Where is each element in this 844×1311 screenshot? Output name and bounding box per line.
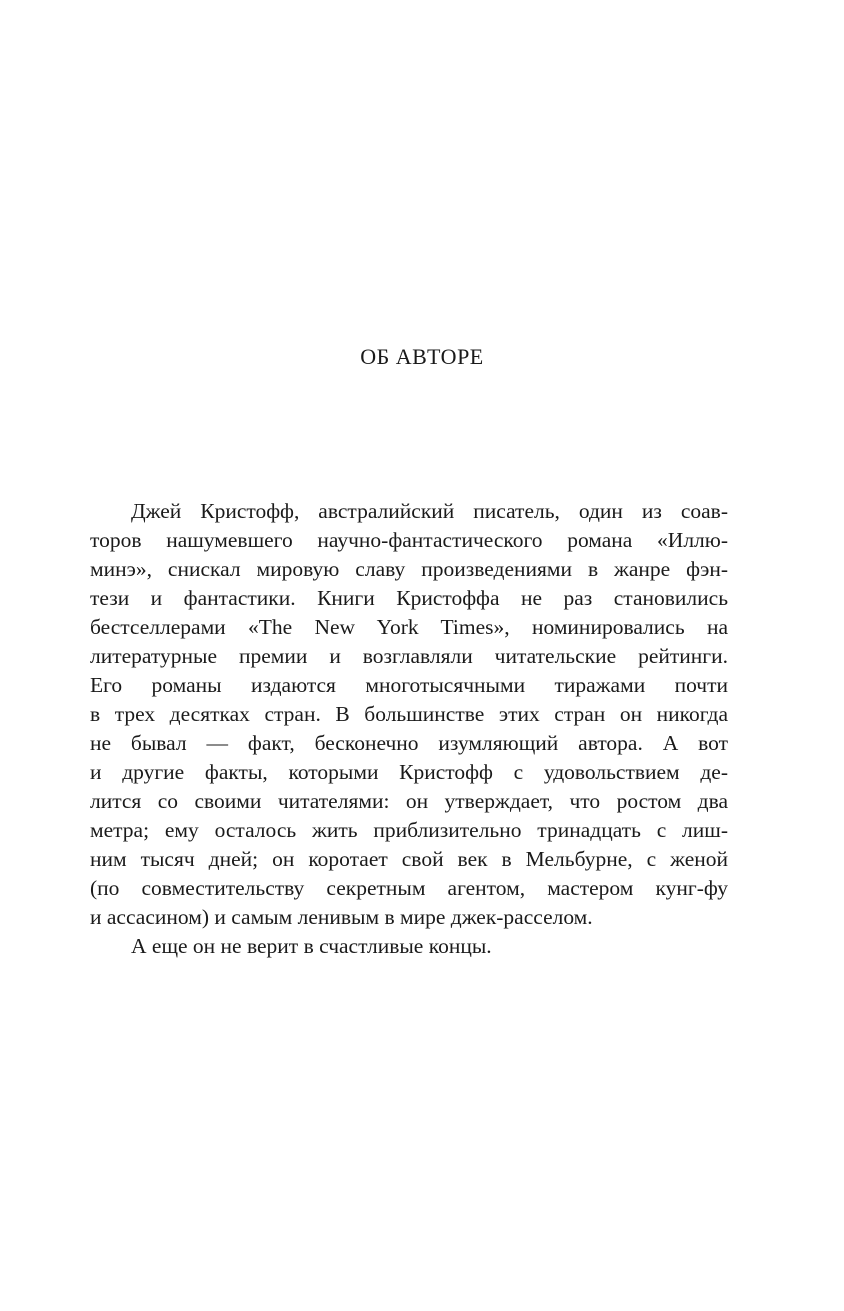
bio-line: (по совместительству секретным агентом, мастером кунг-фу [90,876,728,900]
bio-line: минэ», снискал мировую славу произведениями в жанре фэн- [90,557,728,581]
bio-line: литературные премии и возглавляли читательские рейтинги. [90,644,728,668]
bio-line: и другие факты, которыми Кристофф с удовольствием де- [90,760,728,784]
bio-line: в трех десятках стран. В большинстве этих стран он никогда [90,702,728,726]
bio-line: лится со своими читателями: он утверждает, что ростом два [90,789,728,813]
bio-line: бестселлерами «The New York Times», номинировались на [90,615,728,639]
bio-line: и ассасином) и самым ленивым в мире джек-расселом. [90,905,593,929]
bio-line: ним тысяч дней; он коротает свой век в Мельбурне, с женой [90,847,728,871]
page-title: ОБ АВТОРЕ [360,344,484,369]
bio-line: Джей Кристофф, австралийский писатель, один из соав- [131,499,728,523]
bio-closing-line: А еще он не верит в счастливые концы. [131,934,492,958]
bio-line: тези и фантастики. Книги Кристоффа не раз становились [90,586,728,610]
bio-line: не бывал — факт, бесконечно изумляющий автора. А вот [90,731,728,755]
author-bio [90,497,728,961]
bio-line: торов нашумевшего научно-фантастического романа «Иллю- [90,528,728,552]
bio-line: метра; ему осталось жить приблизительно тринадцать с лиш- [90,818,728,842]
bio-line: Его романы издаются многотысячными тиражами почти [90,673,728,697]
